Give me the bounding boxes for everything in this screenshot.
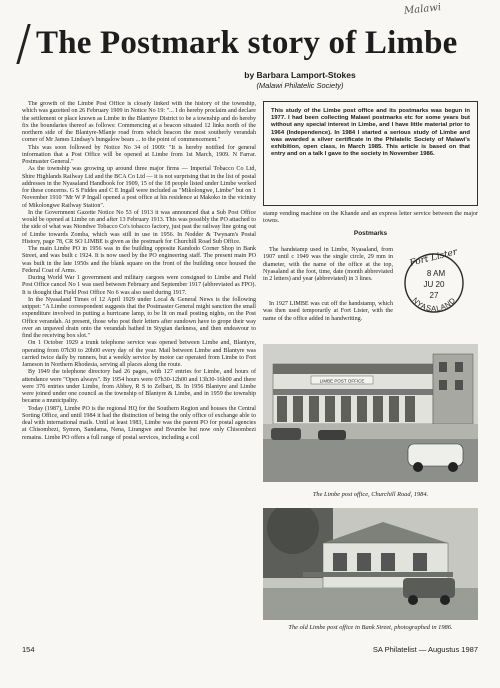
paragraph: In the Government Gazette Notice No 53 of 1913 it was announced that a Sub Post Office would be opened at Limbe on and after 13 February 1913. This was possibly the PO attached to the side of what was Ntondwe Tobacco Co's tobacco factory, just past the railway line going out of Limbe towards Zomba, which was still in use in 1956. In Nodder & Twynam's Postal History, page 78, CR SO LIMBE is given as the postmark for Churchill Road Sub Office. bbox=[22, 209, 256, 245]
page-number: 154 bbox=[22, 645, 35, 654]
left-column bbox=[22, 101, 256, 614]
postmark-country: NYASALAND bbox=[410, 295, 458, 314]
photo-bank-street-post-office bbox=[263, 508, 478, 620]
postmark-handwriting: Fort Lister bbox=[408, 247, 459, 269]
byline: by Barbara Lamport-Stokes bbox=[244, 70, 356, 80]
photo2-caption: The old Limbe post office in Bank Street, photographed in 1986. bbox=[288, 624, 453, 631]
handwritten-note: Malawi bbox=[403, 2, 442, 17]
fort-lister-postmark bbox=[393, 243, 478, 318]
decorative-slash bbox=[16, 24, 30, 64]
affiliation: (Malawi Philatelic Society) bbox=[256, 81, 344, 90]
issue-label: SA Philatelist — Augustus 1987 bbox=[372, 645, 478, 654]
paragraph: This was soon followed by Notice No 34 of 1909: "It is hereby notified for general information that a Post Office will be opened at Limbe from 1st March, 1909. N Farrar. Postmaster General." bbox=[22, 144, 256, 165]
postmarks-heading: Postmarks bbox=[353, 229, 388, 237]
paragraph: By 1949 the telephone directory had 26 pages, with 127 entries for Limbe, and hours of attendance were "Open always". By 1954 hours were 07h30-12h00 and 13h30-16h00 and there were 376 entries under Limbe, from Abbey, R S to Zelbari, B. In 1956 Blantyre and Limbe were joined under one council as the township of Blantyre & Limbe, and in 1959 the township became a municipality. bbox=[22, 369, 256, 405]
right-column-postmarks bbox=[263, 247, 393, 283]
right-column-top bbox=[263, 211, 478, 239]
article-title: The Postmark story of Limbe bbox=[36, 25, 458, 61]
paragraph: On 1 October 1929 a trunk telephone service was opened between Limbe and, Blantyre, operating from 07h30 to 20h00 every day of the year. Mail between Limbe and Blantyre was carried twice daily by runners, but a weekly service by motor car operated from Limbe to Fort Jameson in Northern Rhodesia, serving all places along the route. bbox=[22, 340, 256, 368]
postmark-date: JU 20 bbox=[423, 280, 445, 289]
paragraph: Today (1987), Limbe PO is the regional HQ for the Southern Region and houses the Central Sorting Office, and until 1984 it had the distinction of being the only office of exchange able to deal with international mails. Until at least 1983, Limbe was the parent PO for postal agencies at Chisombezi, Symon, Sandama, Nena, Lirangwe and Bvumbe but now only Chisombezi remains. Limbe PO offers a full range of postal services, including a coil bbox=[22, 405, 256, 441]
photo-churchill-road-post-office bbox=[263, 344, 478, 482]
photo-sign: LIMBE POST OFFICE bbox=[319, 378, 365, 384]
paragraph: The handstamp used in Limbe, Nyasaland, from 1907 until c 1949 was the single circle, 29 mm in diameter, with the name of the office at the top, Nyasaland at the foot, time, date (month abbreviated in 2 letters) and year (abbreviated) in 3 lines. bbox=[263, 247, 393, 282]
paragraph: During World War 1 government and military cargoes were consigned to Limbe and Field Post Office cancel No 1 was used between February and September 1917 (abbreviated as FPO). It is thought that Field Post Office No 6 was also used during 1917. bbox=[22, 275, 256, 296]
paragraph: The growth of the Limbe Post Office is closely linked with the history of the township, which was gazetted on 26 February 1909 in Notice No 19: "... I do hereby proclaim and declare the settlement or place known as Limbe in the Blantyre District to be a township and do hereby fix the boundaries thereof as follows: Commencing at a beacon situated 12 links north of the northern side of the Blantyre-Mlanje road from which beacon the most southerly verandah corner of Mr James Lindsay's bungalow bears ... to the point of commencement." bbox=[22, 101, 256, 144]
intro-box: This study of the Limbe post office and its postmarks was begun in 1977. I had been collecting Malawi postmarks etc for some years but without any special interest in Limbe, and I have little material prior to 1964 (Independence). In 1984 I started a serious study of Limbe and was awarded a silver certificate in the Philatelic Society of Malawi's exhibition, open class, in March 1985. This article is based on that entry and on a talk I gave to the society in November 1986. bbox=[263, 101, 478, 206]
photo1-caption: The Limbe post office, Churchill Road, 1984. bbox=[312, 491, 429, 498]
paragraph: In the Nyasaland Times of 12 April 1929 under Local & General News is the following snippet: "A Limbe correspondent suggests that the Postmaster General might sanction the small expenditure involved in putting a hurricane lamp, to be lit on mail posting nights, on the Post Office verandah. At present, those who post their letters after sundown have to grope their way over an unpaved drain onto the verandah bathed in Stygian darkness, and then endeavour to find the receiving box slot." bbox=[22, 296, 256, 339]
postmark-year: 27 bbox=[429, 291, 439, 300]
paragraph: In 1927 LIMBE was cut off the handstamp, which was then used temporarily at Fort Lister, with the name of the office added in handwriting. bbox=[263, 301, 393, 322]
paragraph: The main Limbe PO in 1956 was in the building opposite Kandodo Corner Shop in Bank Street, and was built c 1924. It is now used by the PO engineering staff. The present main PO was built in the late 1950s and the blank square on the front of the building once housed the Federal Coat of Arms. bbox=[22, 246, 256, 274]
paragraph: As the township was growing up around three major firms — Imperial Tobacco Co Ltd, Shire Highlands Railway Ltd and the BCA Co Ltd — it is not surprising that in the list of postal addresses in the Nyasaland Handbook for 1909, 15 of the 18 people listed under Limbe worked for these concerns. G S Fiddes and C E Ingall were included as "Mikolongwe, Limbe" but on 1 November 1910 "Mr W P Ingall opened a post office at his residence at Makoko in the vicinity of Mikolongwe Railway Station". bbox=[22, 166, 256, 209]
right-column-fort-lister bbox=[263, 301, 393, 323]
paragraph: stamp vending machine on the Khande and an express letter service between the major towns. bbox=[263, 211, 478, 225]
postmark-time: 8 AM bbox=[426, 269, 446, 278]
